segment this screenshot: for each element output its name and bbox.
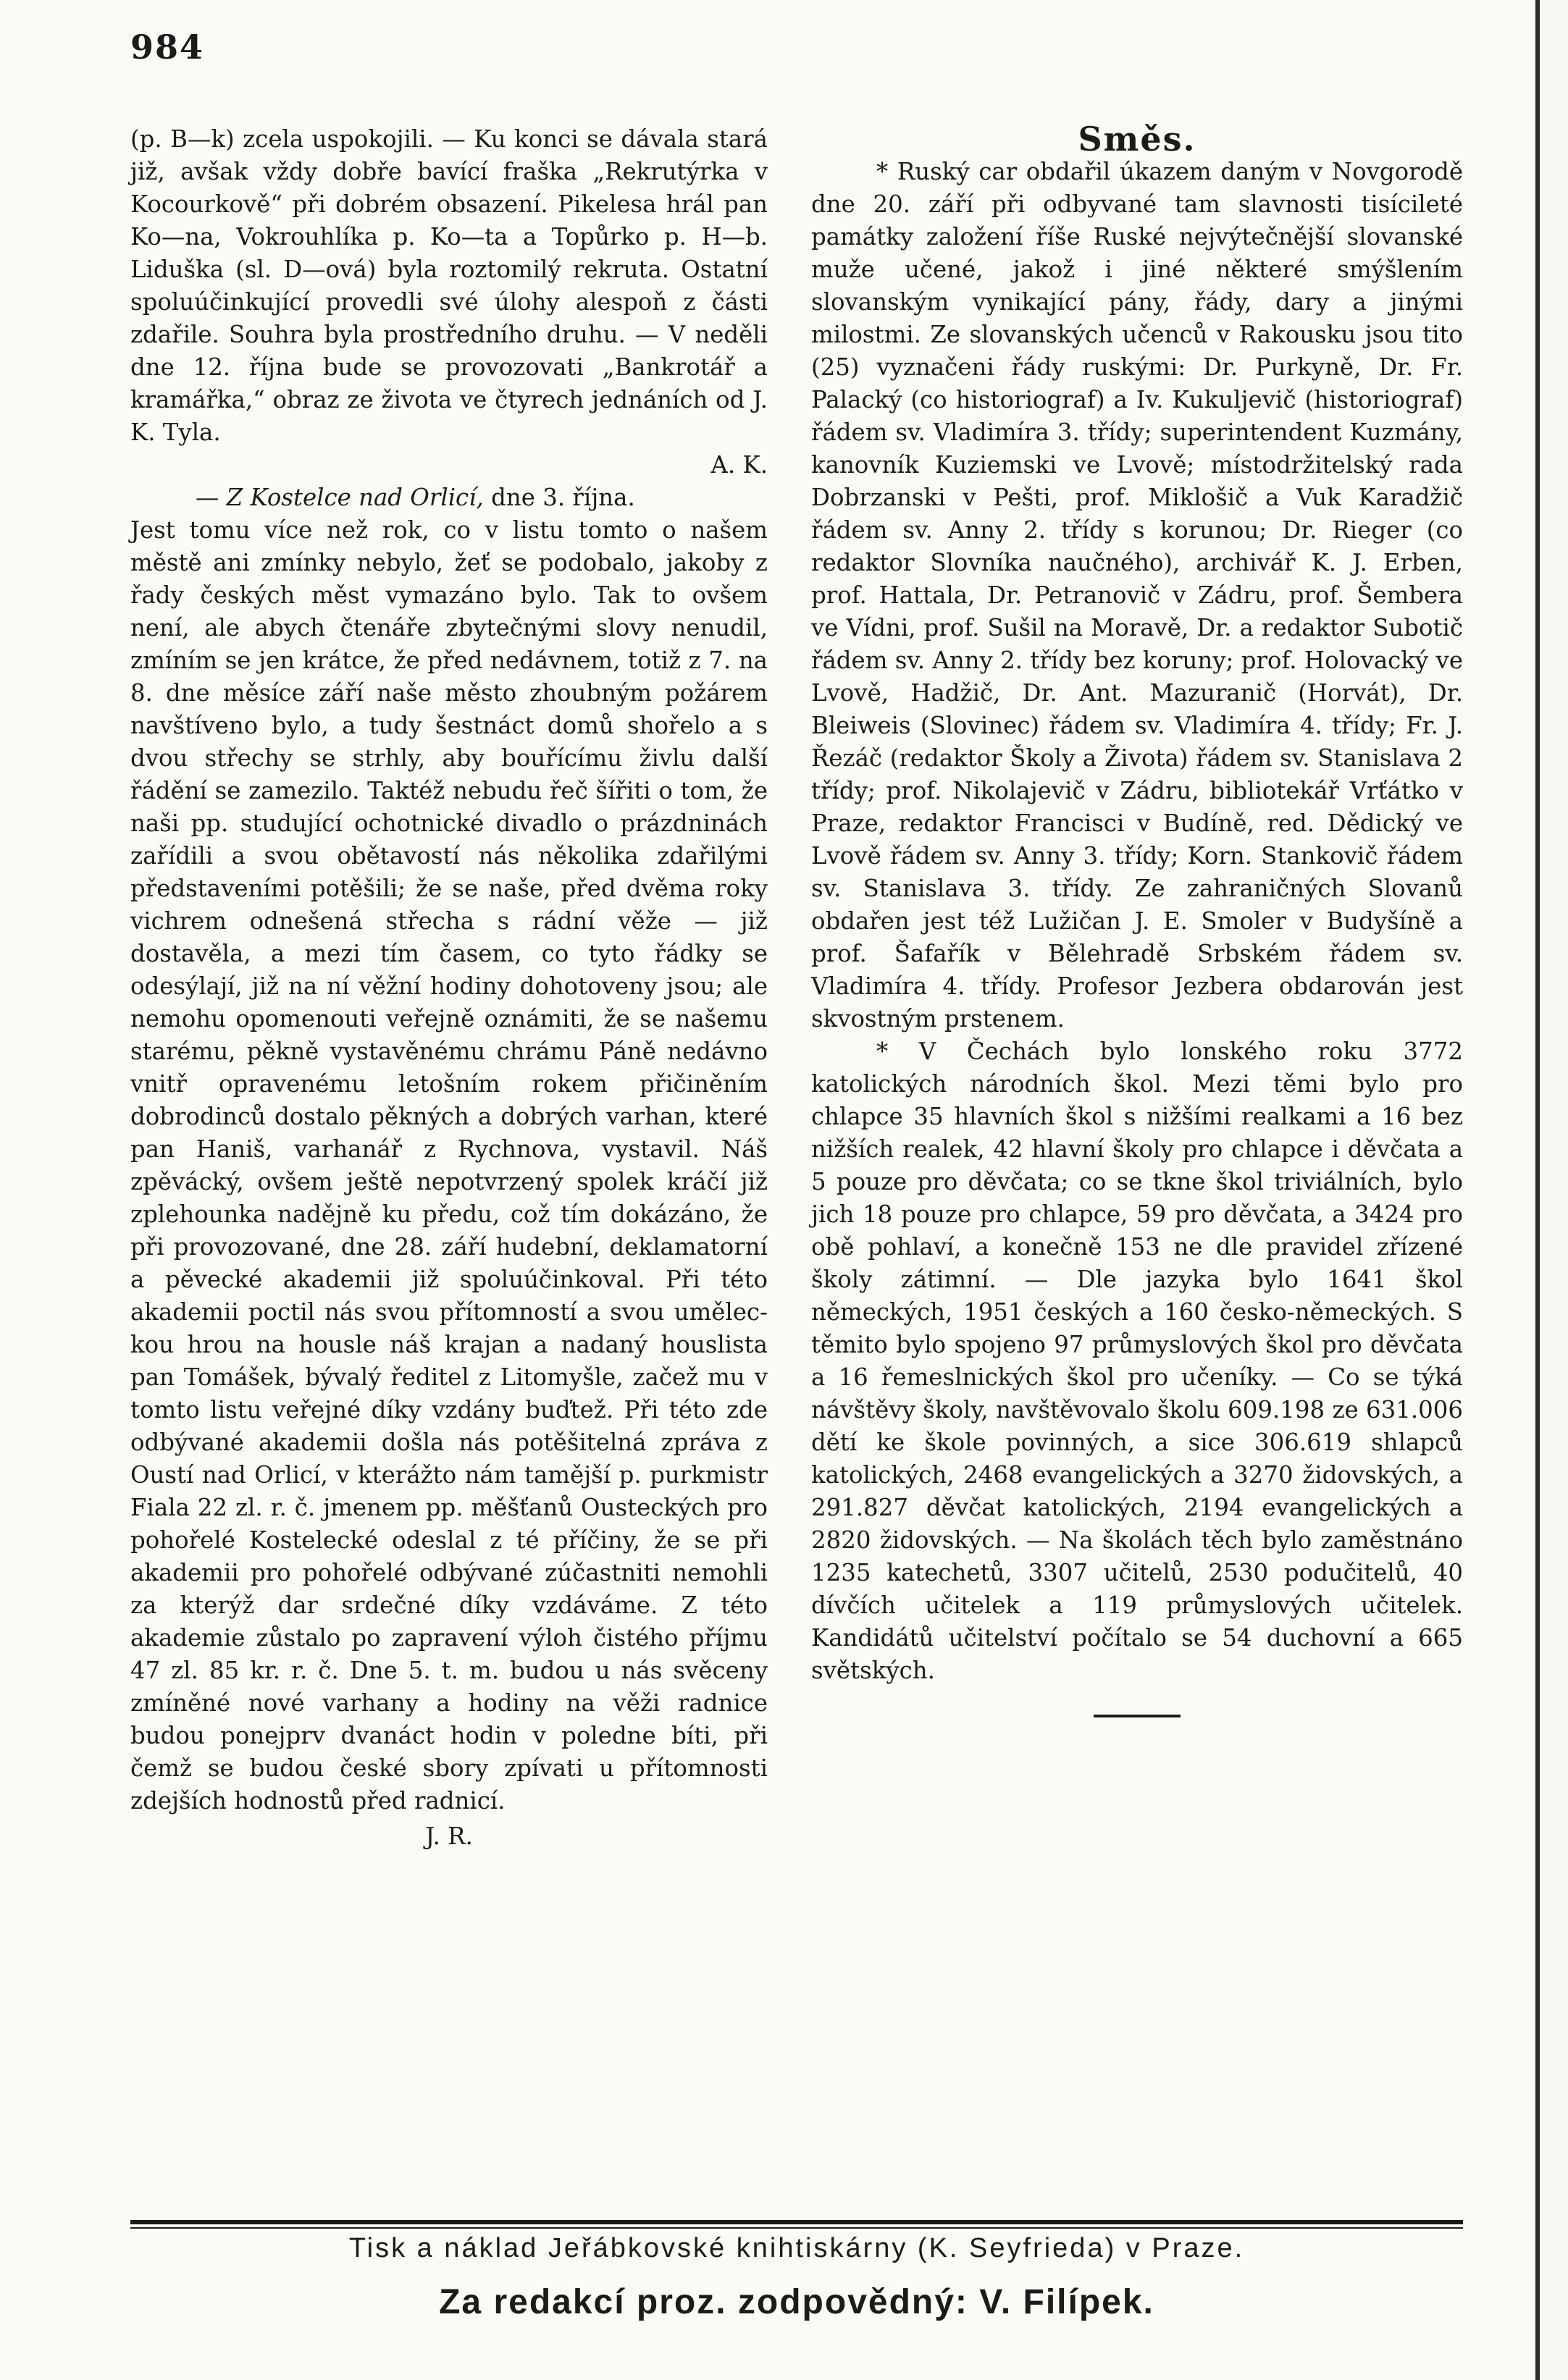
signature-jr: J. R. [425, 1822, 473, 1850]
imprint-editor-line: Za redakcí proz. zodpovědný: V. Filípek. [439, 2283, 1154, 2321]
kostelec-report-heading [130, 482, 768, 514]
imprint-rule-thin [130, 2227, 1463, 2229]
signature-ak: A. K. [710, 451, 768, 479]
kostelec-report-date: dne 3. října. [483, 484, 635, 511]
page-number: 984 [130, 28, 205, 67]
imprint-rule-thick [130, 2220, 1463, 2224]
right-column [811, 119, 1463, 1717]
kostelec-report-place: — Z Kostelce nad Orlicí, [196, 484, 484, 511]
left-column [130, 123, 768, 1853]
russian-tsar-news-paragraph: * Ruský car obdařil úkazem daným v Novgorodě dne 20. září při odbyvané tam slavnosti tisícileté památky založení říše Ruské nejvýtečnější slovanské muže učené, jakož i jiné některé smýšlením slovanským vynikající pány, řády, dary a jinými milostmi. Ze slovanských učenců v Rakousku jsou tito (25) vyznačeni řády ruskými: Dr. Purkyně, Dr. Fr. Palacký (co historiograf) a Iv. Kukuljevič (historiograf) řádem sv. Vladimíra 3. třídy; superintendent Kuzmány, kanovník Kuziemski ve Lvově; místodržitelský rada Dobrzanski v Pešti, prof. Miklošič a Vuk Karadžič řádem sv. Anny 2. třídy s korunou; Dr. Rieger (co redaktor Slovníka naučného), archivář K. J. Erben, prof. Hattala, Dr. Petranovič v Zádru, prof. Šembera ve Vídni, prof. Sušil na Moravě, Dr. a redaktor Subotič řádem sv. Anny 2. třídy bez koruny; prof. Holovacký ve Lvově, Hadžič, Dr. Ant. Mazuranič (Horvát), Dr. Bleiweis (Slovinec) řádem sv. Vladimíra 4. třídy; Fr. J. Řezáč (redaktor Školy a Života) řádem sv. Stanislava 2 třídy; prof. Nikolajevič v Zádru, bibliotekář Vrťátko v Praze, redaktor Francisci v Budíně, red. Dědický ve Lvově řádem sv. Anny 3. třídy; Korn. Stankovič řádem sv. Stanislava 3. třídy. Ze zahraničných Slovanů obdařen jest též Lužičan J. E. Smoler v Budyšíně a prof. Šafařík v Bělehradě Srbském řádem sv. Vladimíra 4. třídy. Profesor Jezbera obdarován jest skvostným prstenem. [811, 158, 1463, 1033]
section-title: Směs. [1078, 119, 1196, 159]
imprint-printer-line: Tisk a náklad Jeřábkovské knihtiskárny (K. Seyfrieda) v Praze. [348, 2233, 1245, 2263]
section-end-divider [1094, 1715, 1181, 1717]
theatre-report-paragraph: (p. B—k) zcela uspokojili. — Ku konci se dávala stará již, avšak vždy dobře bavící fraška „Rekrutýrka v Kocourkově“ při dobrém obsazení. Pikelesa hrál pan Ko—na, Vokrouhlíka p. Ko—ta a Topůrko p. H—b. Liduška (sl. D—ová) byla roztomilý rekruta. Ostatní spoluúčinkující provedli své úlohy alespoň z části zdařile. Souhra byla prostředního druhu. — V neděli dne 12. října bude se provozovati „Bankrotář a kramářka,“ obraz ze života ve čtyrech jednáních od J. K. Tyla. [130, 125, 768, 446]
kostelec-report-paragraph: Jest tomu více než rok, co v listu tomto o našem městě ani zmínky nebylo, žeť se podobalo, jakoby z řady českých měst vymazáno bylo. Tak to ovšem není, ale abych čtenáře zbytečnými slovy nenudil, zmíním se jen krátce, že před nedávnem, totiž z 7. na 8. dne měsíce září naše město zhoubným požárem navštíveno bylo, a tudy šestnáct domů shořelo a s dvou střechy se strhly, aby bouřícímu živlu další řádění se zamezilo. Taktéž nebudu řeč šířiti o tom, že naši pp. studující ochotnické divadlo o prázdninách zařídili a svou obětavostí nás několika zdařilými představeními potěšili; že se naše, před dvěma roky vichrem odnešená střecha s rádní věže — již dostavěla, a mezi tím časem, co tyto řádky se odesýlají, již na ní věžní hodiny dohotoveny jsou; ale nemohu opomenouti veřejně oznámiti, že se našemu starému, pěkně vystavěnému chrámu Páně nedávno vnitř opravenému letošním rokem přičiněním dobrodinců dostalo pěkných a dobrých varhan, které pan Haniš, varhanář z Rychnova, vystavil. Náš zpěvácký, ovšem ještě nepotvrzený spolek kráčí již zplehounka nadějně ku předu, což tím dokázáno, že při provozované, dne 28. září hudební, deklamatorní a pěvecké akademii již spoluúčinkoval. Při této akademii poctil nás svou přítomností a svou uměleckou hrou na housle náš krajan a nadaný houslista pan Tomášek, bývalý ředitel z Litomyšle, začež mu v tomto listu veřejné díky vzdány buďtež. Při této zde odbývané akademii došla nás potěšitelná zpráva z Oustí nad Orlicí, v kterážto nám tamější p. purkmistr Fiala 22 zl. r. č. jmenem pp. měšťanů Ousteckých pro pohořelé Kostelecké odeslal z té příčiny, že se při akademii pro pohořelé odbývané zúčastniti nemohli za kterýž dar srdečné díky vzdáváme. Z této akademie zůstalo po zapravení výloh čistého příjmu 47 zl. 85 kr. r. č. Dne 5. t. m. budou u nás svěceny zmíněné nové varhany a hodiny na věži radnice budou ponejprv dvanáct hodin v poledne bíti, při čemž se budou české sbory zpívati u přítomnosti zdejších hodnostů před radnicí. [130, 516, 768, 1815]
bohemian-schools-news-paragraph: * V Čechách bylo lonského roku 3772 katolických národních škol. Mezi těmi bylo pro chlapce 35 hlavních škol s nižšími realkami a 16 bez nižších realek, 42 hlavní školy pro chlapce i děvčata a 5 pouze pro děvčata; co se tkne škol triviálních, bylo jich 18 pouze pro chlapce, 59 pro děvčata, a 3424 pro obě pohlaví, a konečně 153 ne dle pravidel zřízené školy zátimní. — Dle jazyka bylo 1641 škol německých, 1951 českých a 160 česko-německých. S těmito bylo spojeno 97 průmyslových škol pro děvčata a 16 řemeslnických škol pro učeníky. — Co se týká návštěvy školy, navštěvovalo školu 609.198 ze 631.006 dětí ke škole povinných, a sice 306.619 shlapců katolických, 2468 evangelických a 3270 židovských, a 291.827 děvčat katolických, 2194 evangelických a 2820 židovských. — Na školách těch bylo zaměstnáno 1235 katechetů, 3307 učitelů, 2530 podučitelů, 40 dívčích učitelek a 119 průmyslových učitelek. Kandidátů učitelství počítalo se 54 duchovní a 665 světských. [811, 1038, 1463, 1684]
